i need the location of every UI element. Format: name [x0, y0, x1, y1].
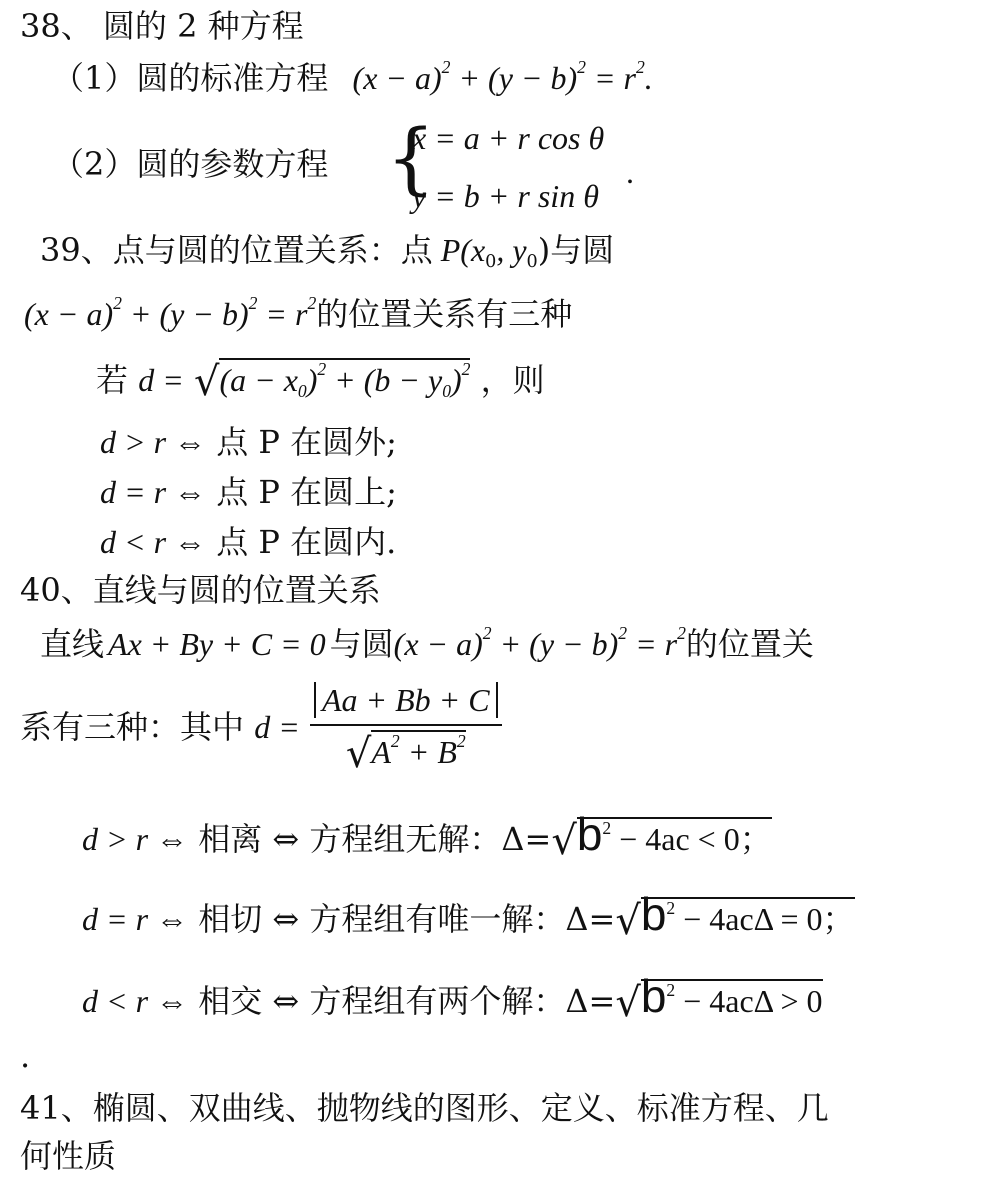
- left-brace: {: [386, 114, 436, 204]
- standard-equation-label: （1）圆的标准方程: [52, 59, 329, 97]
- section-38-title: 38、 圆的 2 种方程: [20, 7, 304, 45]
- section-39-title: 39、点与圆的位置关系：点 $P(x_0$, $y_0$)与圆: [40, 231, 615, 273]
- parametric-x: x = a + r cos θ: [412, 120, 605, 156]
- stray-period: .: [20, 1037, 31, 1075]
- relation-separate: d > r ⇔ 相离 ⇔ 方程组无解：$\Delta=√b^2 - 4ac < 0$；: [82, 808, 772, 864]
- relation-tangent: d = r ⇔ 相切 ⇔ 方程组有唯一解：$\Delta=√b^2 - 4ac\Delta = 0$；: [82, 888, 855, 944]
- standard-equation-formula: $(x - a)^2 + (y - b)^2 = r^2$.: [352, 57, 653, 96]
- distance-fraction-line: 系有三种：其中 d = $\frac{Aa + Bb + C}{√A^2 + B^2}$: [20, 680, 502, 774]
- case-on: d = r ⇔ 点 P 在圆上;: [100, 473, 397, 511]
- relation-intersect: d < r ⇔ 相交 ⇔ 方程组有两个解：$\Delta=√b^2 - 4ac\Delta > 0$: [82, 970, 823, 1026]
- section-41-title: 41、椭圆、双曲线、抛物线的图形、定义、标准方程、几: [20, 1089, 829, 1127]
- case-inside: d < r ⇔ 点 P 在圆内.: [100, 523, 397, 561]
- section-40-title: 40、直线与圆的位置关系: [20, 571, 381, 609]
- parametric-y: y = b + r sin θ: [412, 178, 599, 214]
- circle-equation-line: $(x - a)^2 + (y - b)^2 = r^2$的位置关系有三种: [24, 293, 573, 333]
- line-circle-equation-line: 直线 Ax + By + C = 0 与圆$(x - a)^2 + (y - b)^2 = r^2$的位置关: [40, 623, 814, 663]
- distance-formula-line: 若 $d = √(a - x_0)^2 + (b - y_0)^2$ ，则: [96, 359, 545, 405]
- standard-equation-line: [52, 58, 653, 98]
- section-41-title-cont: 何性质: [20, 1137, 117, 1175]
- parametric-end: .: [626, 154, 634, 190]
- parametric-label: （2）圆的参数方程: [52, 145, 329, 183]
- distance-fraction: $\frac{Aa + Bb + C}{√A^2 + B^2}$: [310, 680, 502, 774]
- case-outside: d > r ⇔ 点 P 在圆外;: [100, 423, 397, 461]
